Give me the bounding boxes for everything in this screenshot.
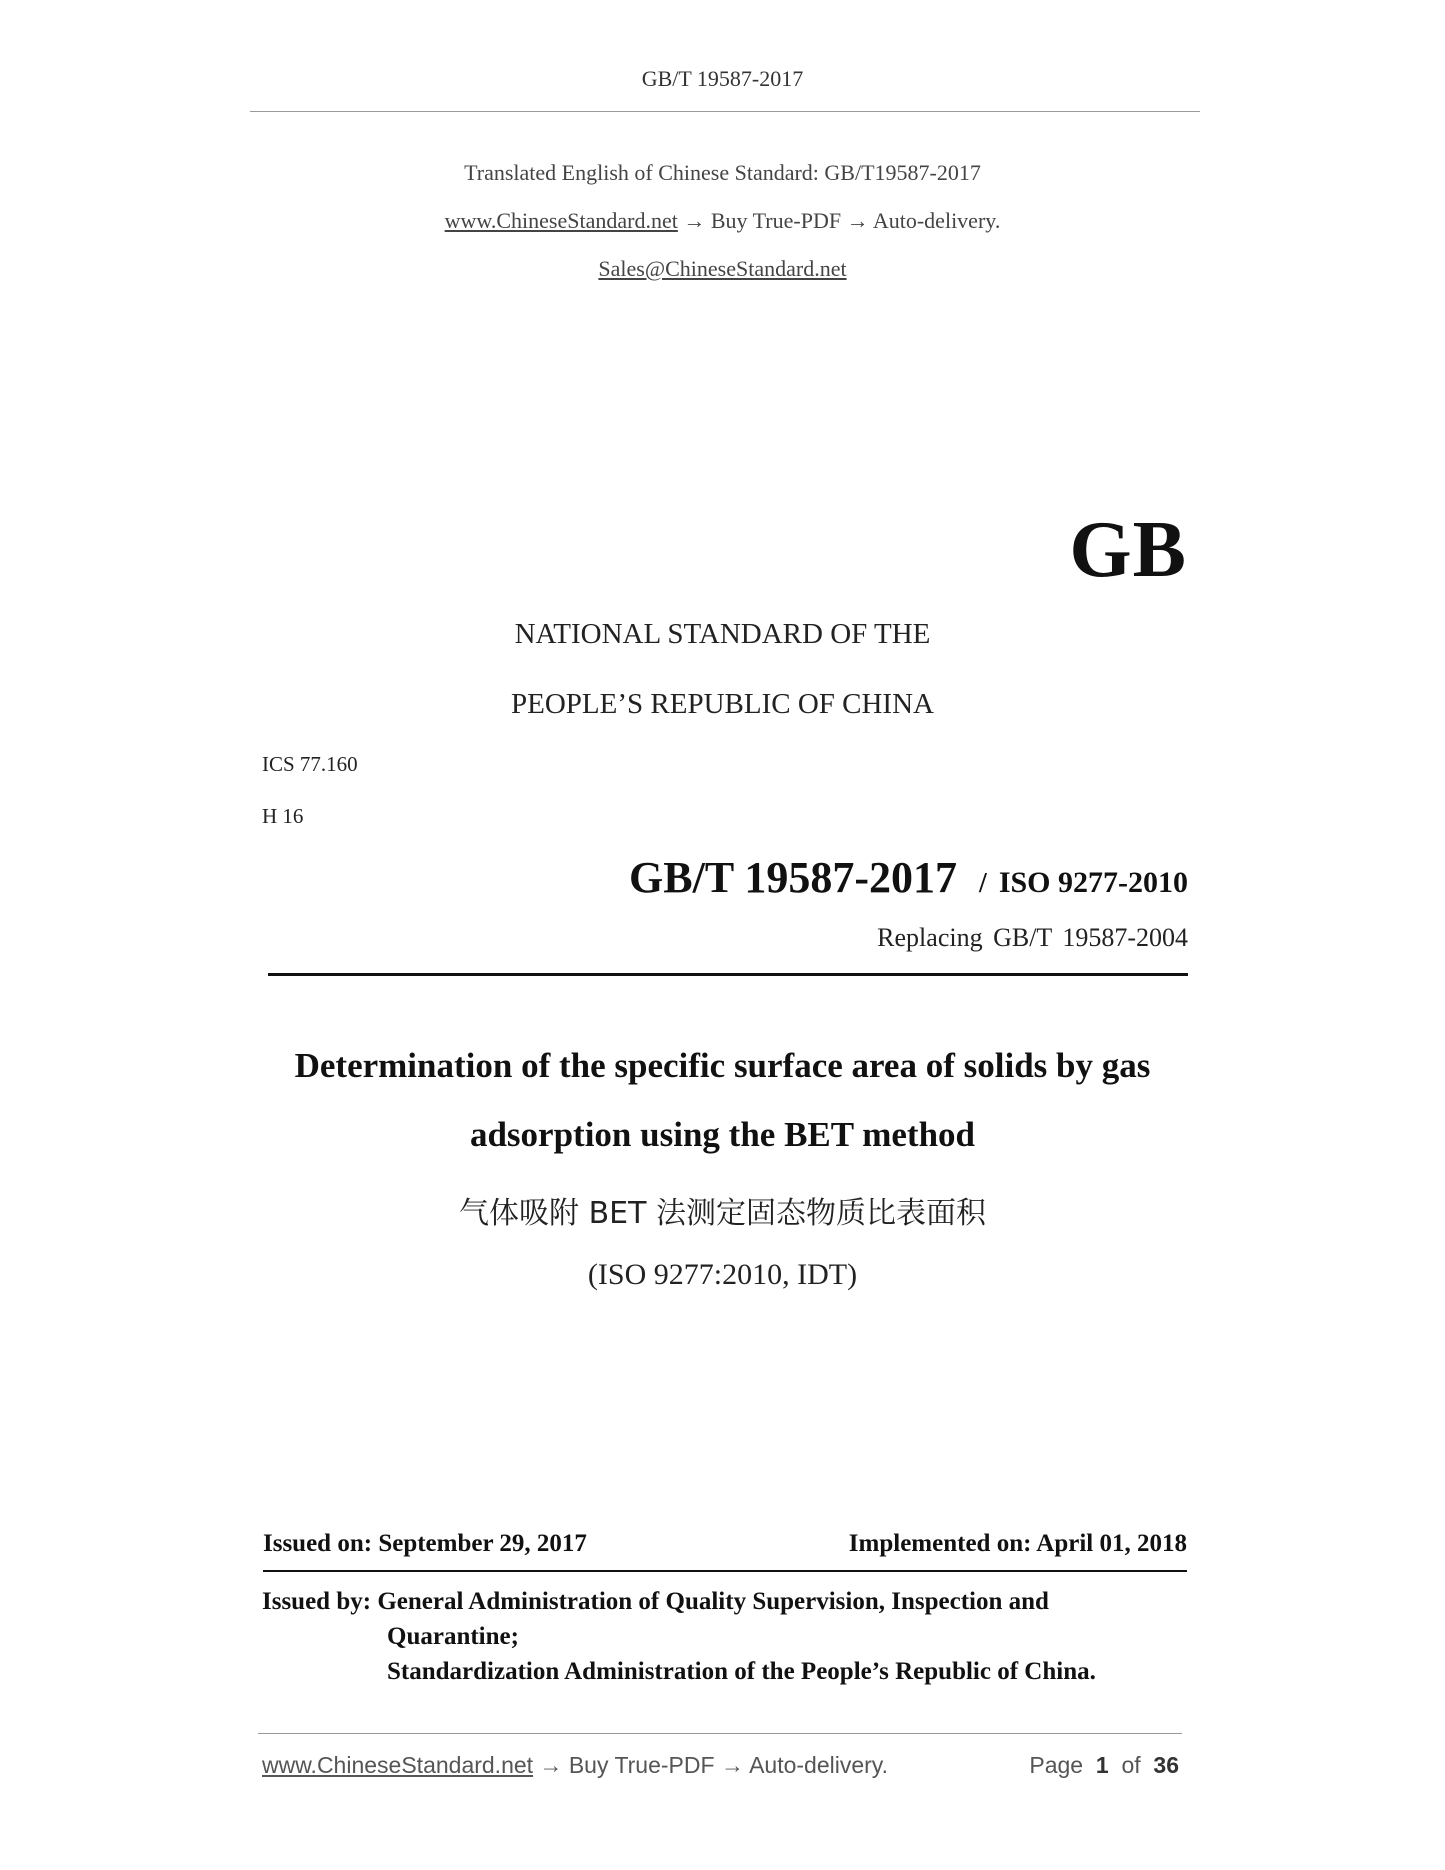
- page-indicator: [1029, 1752, 1179, 1779]
- issued-on-date: Issued on: September 29, 2017: [263, 1530, 587, 1557]
- footer-auto-delivery-text: Auto-delivery.: [749, 1752, 888, 1778]
- issued-by-line2: Quarantine;: [387, 1623, 519, 1650]
- national-standard-line1: NATIONAL STANDARD OF THE: [514, 618, 931, 650]
- header-divider: [250, 111, 1200, 112]
- standard-number: GB/T 19587-2017: [629, 853, 958, 902]
- dates-divider: [263, 1570, 1187, 1572]
- footer-buy-text: Buy True-PDF: [568, 1752, 715, 1778]
- arrow-right-icon: →: [720, 1752, 744, 1778]
- page-label: Page: [1029, 1752, 1084, 1778]
- chinese-title: 气体吸附 BET 法测定固态物质比表面积: [459, 1196, 986, 1231]
- issued-by-line1: Issued by: General Administration of Quality Supervision, Inspection and: [262, 1588, 1049, 1615]
- arrow-right-icon: →: [846, 208, 869, 233]
- promo-line: [0, 208, 1445, 234]
- arrow-right-icon: →: [539, 1752, 563, 1778]
- auto-delivery-text: Auto-delivery.: [872, 208, 1001, 233]
- implemented-on-date: Implemented on: April 01, 2018: [848, 1530, 1187, 1557]
- running-header-title: GB/T 19587-2017: [641, 66, 804, 91]
- issued-by-block: [262, 1584, 1096, 1689]
- gb-mark: GB: [1069, 506, 1187, 594]
- footer-divider: [258, 1733, 1182, 1734]
- ccs-code: H 16: [262, 804, 304, 828]
- email-line: [0, 256, 1445, 282]
- page-number: 1: [1095, 1752, 1109, 1778]
- arrow-right-icon: →: [683, 208, 706, 233]
- national-standard-line2: PEOPLE’S REPUBLIC OF CHINA: [511, 688, 934, 720]
- footer-chinesestandard-link[interactable]: www.ChineseStandard.net: [262, 1752, 534, 1778]
- standard-number-block: [629, 852, 1188, 903]
- chinesestandard-link[interactable]: www.ChineseStandard.net: [444, 208, 678, 233]
- issued-by-line3: Standardization Administration of the People’s Republic of China.: [387, 1658, 1096, 1685]
- of-label: of: [1121, 1752, 1141, 1778]
- standard-slash: /: [979, 868, 987, 899]
- iso-equivalence: (ISO 9277:2010, IDT): [587, 1258, 858, 1291]
- ics-code: ICS 77.160: [262, 752, 358, 776]
- sales-email-link[interactable]: Sales@ChineseStandard.net: [598, 256, 847, 281]
- english-title-line2: adsorption using the BET method: [469, 1115, 976, 1154]
- page-total: 36: [1153, 1752, 1179, 1778]
- translation-notice: Translated English of Chinese Standard: GB/T19587-2017: [464, 160, 981, 185]
- iso-number: ISO 9277-2010: [998, 866, 1188, 899]
- english-title-line1: Determination of the specific surface area of solids by gas: [294, 1046, 1151, 1085]
- buy-true-pdf-text: Buy True-PDF: [710, 208, 842, 233]
- replacing-standard: Replacing GB/T 19587-2004: [877, 923, 1188, 952]
- footer-promo: [262, 1752, 888, 1779]
- title-divider: [268, 973, 1188, 976]
